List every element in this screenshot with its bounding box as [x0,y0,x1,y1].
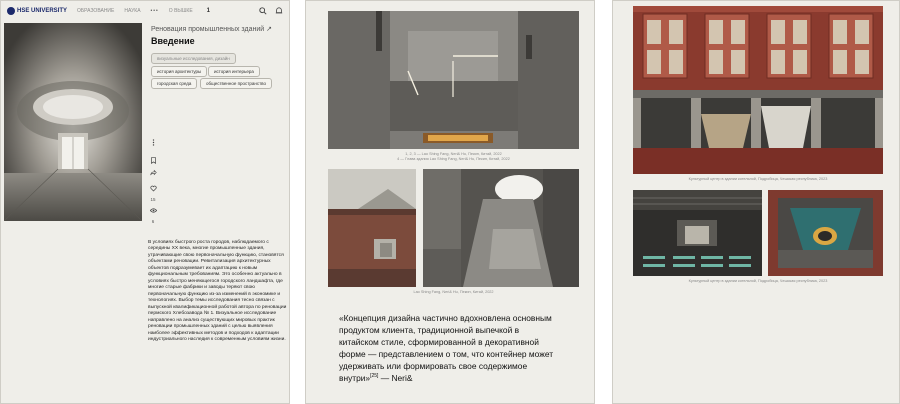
tag-chip[interactable]: городская среда [151,78,197,89]
hse-logo-icon [7,7,15,15]
tag-chip[interactable]: общественное пространство [200,78,272,89]
courtyard-skylight-photo [423,169,579,287]
search-icon[interactable] [259,7,267,15]
photo-caption: 1, 2, 3 — Lao Shing Fang, Neri& Hu, Пекин, Китай, 2022 4 — Глава здания Lao Shing Fang, Neri& Hu, Пекин, Китай, 2022 [397,152,510,161]
bell-icon[interactable] [275,7,283,15]
gallery-panel-boiler-house [612,0,900,404]
quote-text: «Концепция дизайна частично вдохновлена основным продуктом клиента, традиционной выпечкой в китайском стиле, сформированной в декоративной форме — представлением о том, что контейнер может удерживать или формировать свое содержимое внутри» [339,313,554,383]
bookmark-icon[interactable] [150,157,157,164]
stairwell-overhead-photo [768,190,883,276]
hse-logo[interactable] [7,7,67,15]
boiler-house-facade-photo [633,6,883,174]
brick-facade-photo [328,169,416,287]
site-header [1,1,289,21]
hall-interior-photo [633,190,762,276]
page-title: Введение [151,36,195,46]
eye-icon [150,207,157,214]
likes-count: 15 [150,197,156,202]
article-actions [147,139,159,224]
quote [339,313,559,385]
article-panel [0,0,290,404]
quote-author: — Neri& [378,372,413,383]
like-icon[interactable] [150,185,157,192]
photo-caption: Культурный центр в здании котельной, Подробица, Чешская республика, 2023 [688,279,828,283]
tag-chip[interactable]: визуальные исследования, дизайн [151,53,236,64]
photo-caption: Lao Shing Fang, Neri& Hu, Пекин, Китай, 2022 [413,290,494,294]
views-count: 6 [151,219,155,224]
section-link[interactable]: Реновация промышленных зданий ↗ [151,26,272,33]
article-body: В условиях быстрого роста городов, наблюдаемого с середины XX века, многие промышленные здания, утрачивающие свою первоначальную функцию, становятся объектами реновации. Ревитализация архитектурных объектов подразумевает их адаптацию к новым функциональным требованиям. Это особенно актуально в условиях быстро меняющегося городского ландшафта, где многие старые фабрики и заводы теряют свою первоначальную функцию из-за изменений в экономике и технологиях. Выбор темы исследования тесно связан с выпускной квалификационной работой автора по реновации пермского Хлебозавода № 1. Визуальное исследование направлено на анализ существующих мировых практик реновации промышленных зданий с целью выявления наиболее эффективных методов и подходов к адаптации индустриального наследия к современным условиям жизни. [148,240,287,343]
quote-reference[interactable]: [25] [370,372,379,379]
issue-number[interactable]: 1 [206,8,211,14]
nav-item-about[interactable]: О ВЫШКЕ [168,8,193,14]
logo-text: HSE UNIVERSITY [17,8,68,14]
nav-item-education[interactable]: ОБРАЗОВАНИЕ [77,8,115,14]
more-vertical-icon[interactable] [150,139,157,146]
nav-item-science[interactable]: НАУКА [124,8,141,14]
tag-chip[interactable]: история интерьера [208,66,260,77]
tag-chip[interactable]: история архитектуры [151,66,207,77]
nav-more-button[interactable]: ••• [150,8,159,14]
photo-caption: Культурный центр в здании котельной, Подробица, Чешская республика, 2023 [688,177,828,181]
atrium-photo [328,11,579,149]
hero-image-tunnel [4,23,142,221]
gallery-panel-neri-hu [305,0,595,404]
share-icon[interactable] [150,169,157,176]
